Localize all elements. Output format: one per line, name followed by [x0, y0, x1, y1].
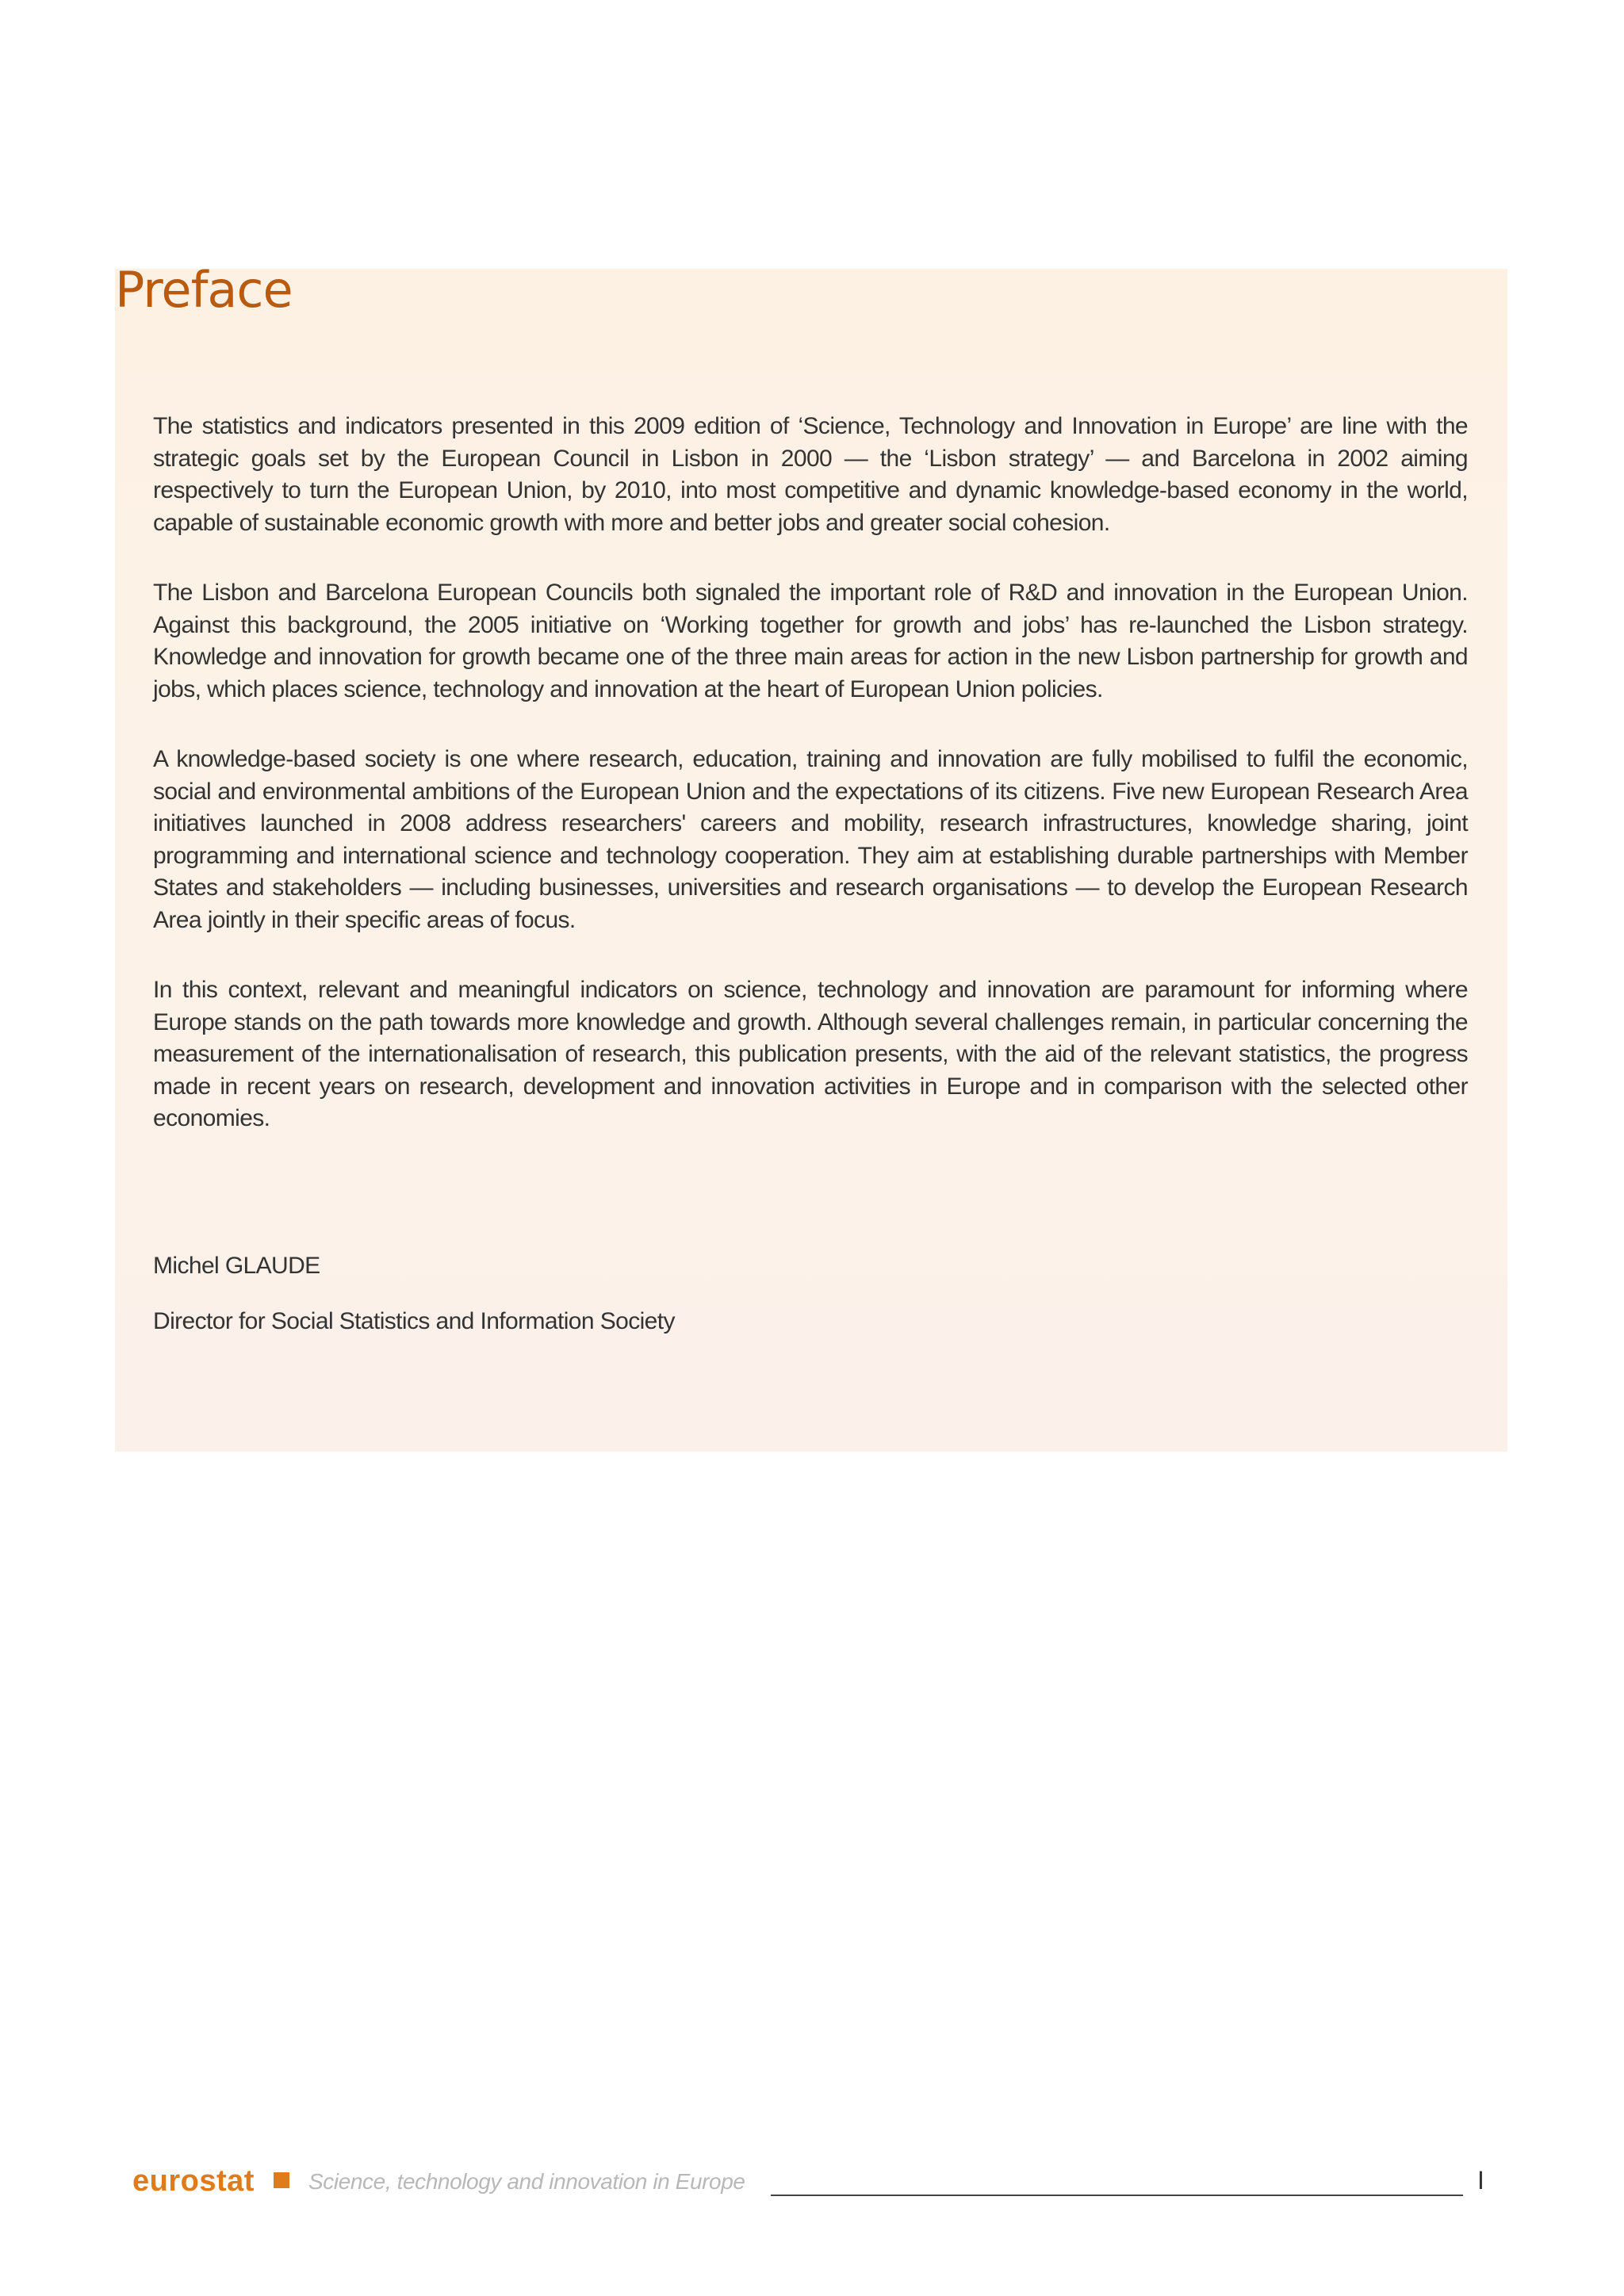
signature-role: Director for Social Statistics and Information Society — [153, 1308, 675, 1334]
page-title: Preface — [115, 261, 293, 319]
footer-divider — [771, 2195, 1463, 2196]
page-footer — [132, 2161, 1495, 2201]
preface-body — [153, 411, 1468, 1173]
preface-paragraph-3: A knowledge-based society is one where research, education, training and innovation are fully mobilised to fulfil the economic, social and environmental ambitions of the European Union and the expectations of its citizens. Five new European Research Area initiatives launched in 2008 address researchers' careers and mobility, research infrastructures, knowledge sharing, joint programming and international science and technology cooperation. They aim at establishing durable partnerships with Member States and stakeholders — including businesses, universities and research organisations — to develop the European Research Area jointly in their specific areas of focus. — [153, 746, 1468, 933]
preface-paragraph-4: In this context, relevant and meaningful indicators on science, technology and innovation are paramount for informing where Europe stands on the path towards more knowledge and growth. Although several challenges remain, in particular concerning the measurement of the internationalisation of research, this publication presents, with the aid of the relevant statistics, the progress made in recent years on research, development and innovation activities in Europe and in comparison with the selected other economies. — [153, 977, 1468, 1131]
signature-name: Michel GLAUDE — [153, 1253, 320, 1279]
eurostat-logo: eurostat — [132, 2164, 255, 2198]
preface-paragraph-1: The statistics and indicators presented in this 2009 edition of ‘Science, Technology and Innovation in Europe’ are line with the strategic goals set by the European Council in Lisbon in 2000 — the ‘Lisbon strategy’ — and Barcelona in 2002 aiming respectively to turn the European Union, by 2010, into most competitive and dynamic knowledge-based economy in the world, capable of sustainable economic growth with more and better jobs and greater social cohesion. — [153, 413, 1468, 536]
page-number: I — [1477, 2166, 1484, 2195]
publication-title: Science, technology and innovation in Europe — [308, 2169, 745, 2194]
logo-square-icon — [274, 2172, 289, 2188]
preface-paragraph-2: The Lisbon and Barcelona European Councils both signaled the important role of R&D and innovation in the European Union. Against this background, the 2005 initiative on ‘Working together for growth and jobs’ has re-launched the Lisbon strategy. Knowledge and innovation for growth became one of the three main areas for action in the new Lisbon partnership for growth and jobs, which places science, technology and innovation at the heart of European Union policies. — [153, 580, 1468, 702]
